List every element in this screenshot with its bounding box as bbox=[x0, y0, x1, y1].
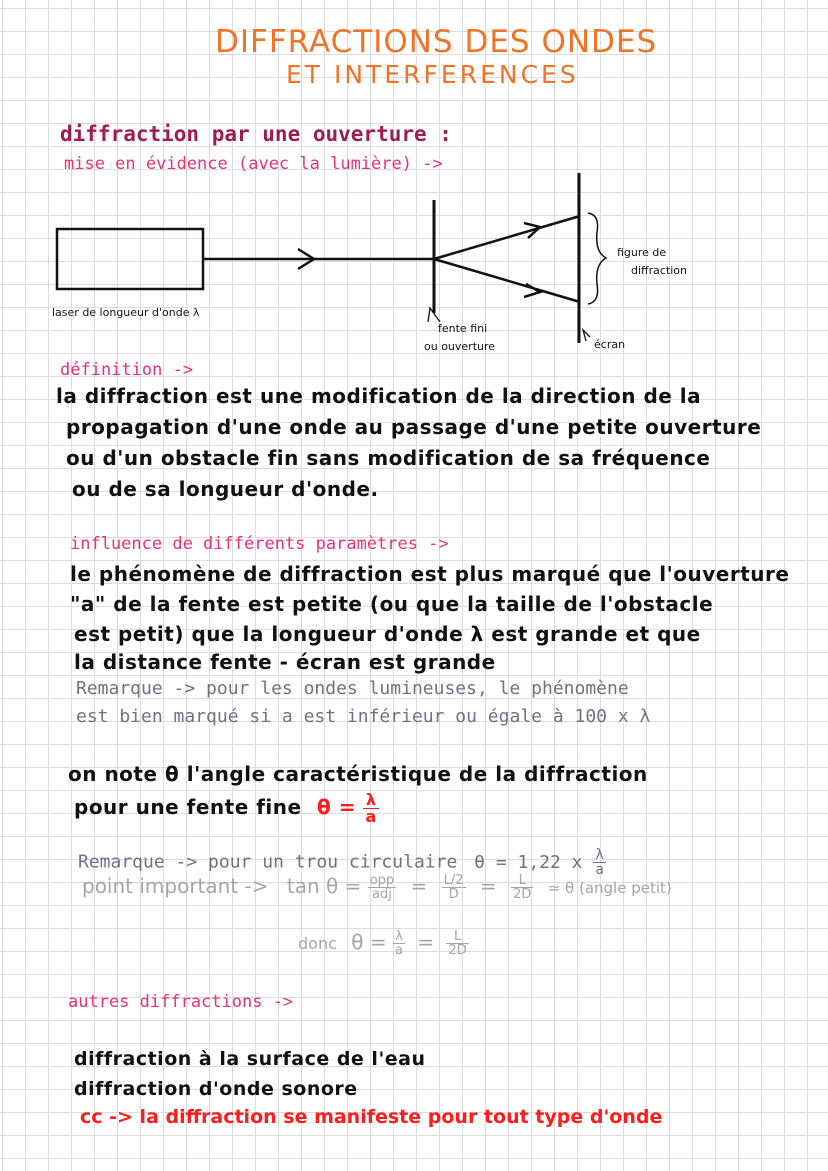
tan-eq-2: = bbox=[479, 874, 497, 898]
donc-label: donc bbox=[298, 934, 337, 953]
circular-remark bbox=[78, 848, 606, 877]
angle-line-2-prefix: pour une fente fine bbox=[74, 795, 302, 819]
influence-remark-1: Remarque -> pour les ondes lumineuses, le phénomène bbox=[76, 678, 629, 699]
influence-remark-2: est bien marqué si a est inférieur ou égale à 100 x λ bbox=[76, 706, 651, 727]
angle-frac-num: λ bbox=[365, 790, 377, 809]
tan-f1-den: adj bbox=[368, 887, 396, 901]
circular-remark-fraction bbox=[593, 848, 605, 877]
laser-box bbox=[57, 229, 203, 289]
tan-f3-den: 2D bbox=[513, 887, 532, 902]
definition-line-4: ou de sa longueur d'onde. bbox=[72, 477, 379, 501]
donc-f1-den: a bbox=[394, 943, 403, 958]
influence-line-4: la distance fente - écran est grande bbox=[74, 650, 496, 674]
slit-label-2: ou ouverture bbox=[424, 340, 496, 353]
tan-eq-1: = bbox=[410, 874, 428, 898]
pattern-label-1: figure de bbox=[617, 246, 667, 259]
circular-frac-num: λ bbox=[595, 847, 604, 863]
angle-formula-lhs: θ = bbox=[317, 795, 357, 819]
angle-line-2 bbox=[74, 792, 379, 825]
donc-fraction-2 bbox=[446, 930, 468, 957]
donc-eq: = bbox=[417, 930, 435, 954]
circular-frac-den: a bbox=[595, 862, 604, 878]
donc-f2-den: 2D bbox=[448, 943, 467, 958]
pattern-brace bbox=[588, 213, 606, 304]
tan-f2-num: L/2 bbox=[443, 873, 464, 888]
pattern-label-2: diffraction bbox=[631, 264, 687, 277]
donc-fraction-1 bbox=[393, 930, 405, 957]
autres-heading: autres diffractions -> bbox=[68, 992, 294, 1012]
diffracted-ray-lower bbox=[434, 259, 580, 302]
important-prefix: point important -> bbox=[82, 874, 269, 898]
definition-line-3: ou d'un obstacle fin sans modification de sa fréquence bbox=[66, 446, 711, 470]
influence-line-3: est petit) que la longueur d'onde λ est grande et que bbox=[74, 622, 701, 646]
tan-f2-den: D bbox=[442, 887, 466, 901]
tan-fraction-1 bbox=[368, 874, 396, 901]
tan-approx: ≃ θ (angle petit) bbox=[547, 879, 672, 897]
screen-label: écran bbox=[594, 338, 626, 351]
section-subheading: mise en évidence (avec la lumière) -> bbox=[64, 154, 443, 174]
angle-formula-fraction bbox=[363, 792, 378, 825]
circular-remark-prefix: Remarque -> pour un trou circulaire bbox=[78, 851, 458, 873]
tan-fraction-2 bbox=[442, 874, 466, 901]
donc-f2-num: L bbox=[453, 929, 462, 944]
influence-line-1: le phénomène de diffraction est plus marqué que l'ouverture bbox=[70, 562, 790, 586]
donc-f1-num: λ bbox=[395, 929, 403, 944]
tan-f3-num: L bbox=[518, 873, 526, 888]
angle-line-1: on note θ l'angle caractéristique de la diffraction bbox=[68, 762, 648, 786]
slit-label-1: fente fini bbox=[438, 322, 488, 335]
tan-fraction-3 bbox=[511, 874, 533, 901]
laser-label: laser de longueur d'onde λ bbox=[52, 306, 200, 319]
definition-line-2: propagation d'une onde au passage d'une petite ouverture bbox=[66, 415, 762, 439]
donc-lhs: θ = bbox=[351, 930, 387, 954]
definition-heading: définition -> bbox=[60, 360, 194, 380]
donc-formula bbox=[298, 930, 469, 957]
autres-line-1: diffraction à la surface de l'eau bbox=[74, 1048, 426, 1070]
tan-lhs: tan θ = bbox=[286, 874, 362, 898]
screen-pointer bbox=[583, 330, 590, 341]
angle-frac-den: a bbox=[365, 807, 377, 826]
diffracted-ray-upper bbox=[434, 216, 580, 259]
influence-heading: influence de différents paramètres -> bbox=[70, 534, 449, 554]
autres-conclusion: cc -> la diffraction se manifeste pour tout type d'onde bbox=[80, 1106, 663, 1128]
autres-line-2: diffraction d'onde sonore bbox=[74, 1078, 358, 1100]
circular-remark-formula: θ = 1,22 x bbox=[474, 851, 583, 873]
tan-f1-num: opp bbox=[369, 873, 395, 888]
influence-line-2: "a" de la fente est petite (ou que la taille de l'obstacle bbox=[70, 592, 714, 616]
title-line-2: ET INTERFERENCES bbox=[286, 60, 579, 89]
title-line-1: DIFFRACTIONS DES ONDES bbox=[215, 24, 658, 60]
section-heading-diffraction: diffraction par une ouverture : bbox=[60, 122, 452, 146]
important-point bbox=[82, 874, 672, 901]
definition-line-1: la diffraction est une modification de la direction de la bbox=[56, 384, 702, 408]
